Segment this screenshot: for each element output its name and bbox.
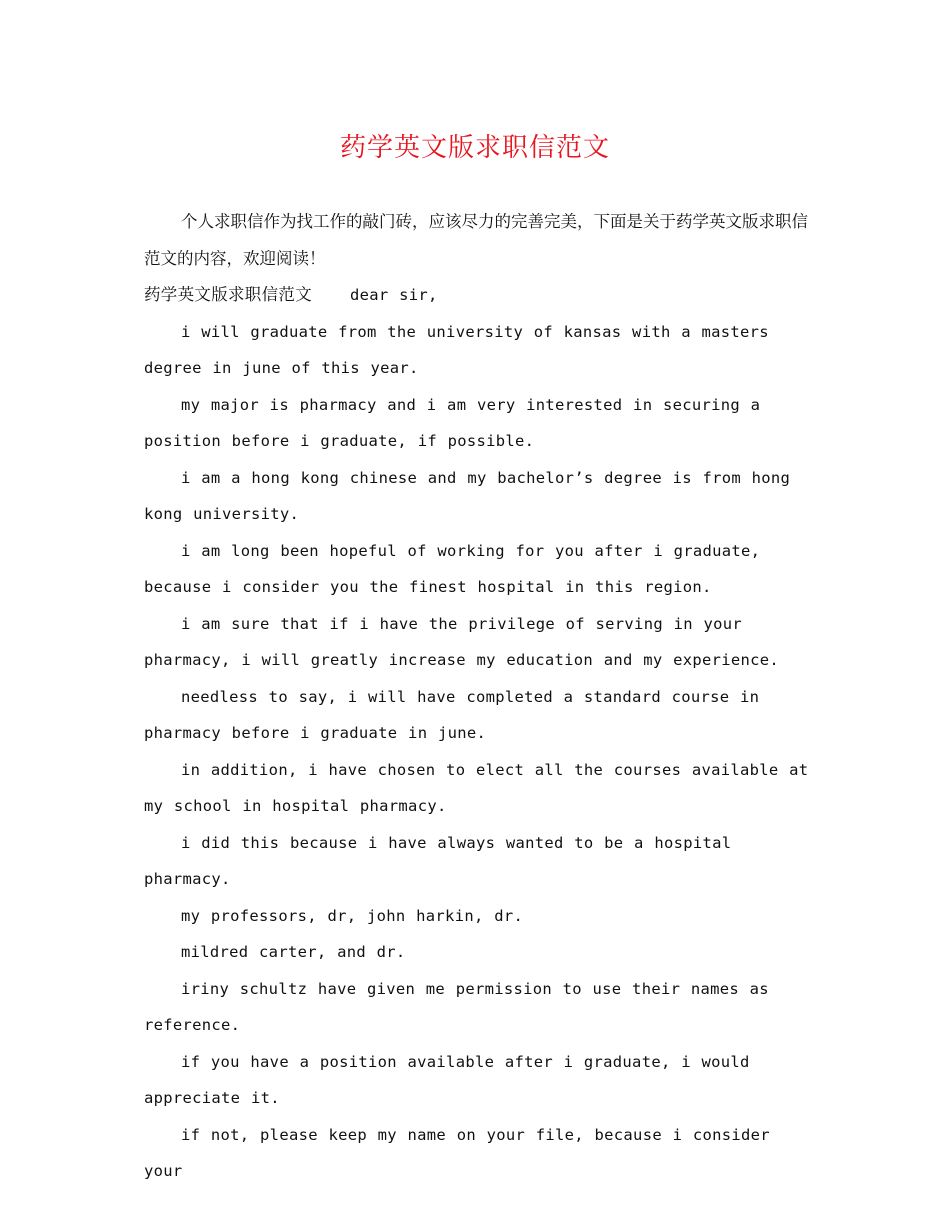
document-title: 药学英文版求职信范文 [339,133,610,163]
body-paragraph: mildred carter, and dr. [181,943,406,961]
body-paragraph: if not, please keep my name on your file, because i consider your [144,1125,770,1180]
body-paragraph: i will graduate from the university of kansas with a masters degree in june of this year. [144,322,769,377]
salutation: dear sir, [350,286,438,304]
body-paragraph: i did this because i have always wanted to be a hospital pharmacy. [144,833,732,888]
body-paragraph: i am sure that if i have the privilege of serving in your pharmacy, i will greatly increase my education and my experience. [144,614,780,669]
body-paragraph: needless to say, i will have completed a standard course in pharmacy before i graduate in june. [144,687,760,742]
body-paragraph: i am long been hopeful of working for you after i graduate, because i consider you the finest hospital in this region. [144,541,761,596]
body-paragraph: iriny schultz have given me permission to use their names as reference. [144,979,769,1034]
salutation-line [144,277,814,314]
body-paragraph: my professors, dr, john harkin, dr. [181,906,524,925]
body-paragraph: in addition, i have chosen to elect all the courses available at my school in hospital pharmacy. [144,760,809,815]
section-heading: 药学英文版求职信范文 [144,285,312,304]
body-paragraph: if you have a position available after i graduate, i would appreciate it. [144,1052,750,1107]
intro-paragraph: 个人求职信作为找工作的敲门砖，应该尽力的完善完美，下面是关于药学英文版求职信范文的内容，欢迎阅读！ [144,212,808,268]
body-paragraph: i am a hong kong chinese and my bachelor’s degree is from hong kong university. [144,468,791,523]
document-body [144,204,814,1190]
body-paragraph: my major is pharmacy and i am very interested in securing a position before i graduate, if possible. [144,395,761,450]
